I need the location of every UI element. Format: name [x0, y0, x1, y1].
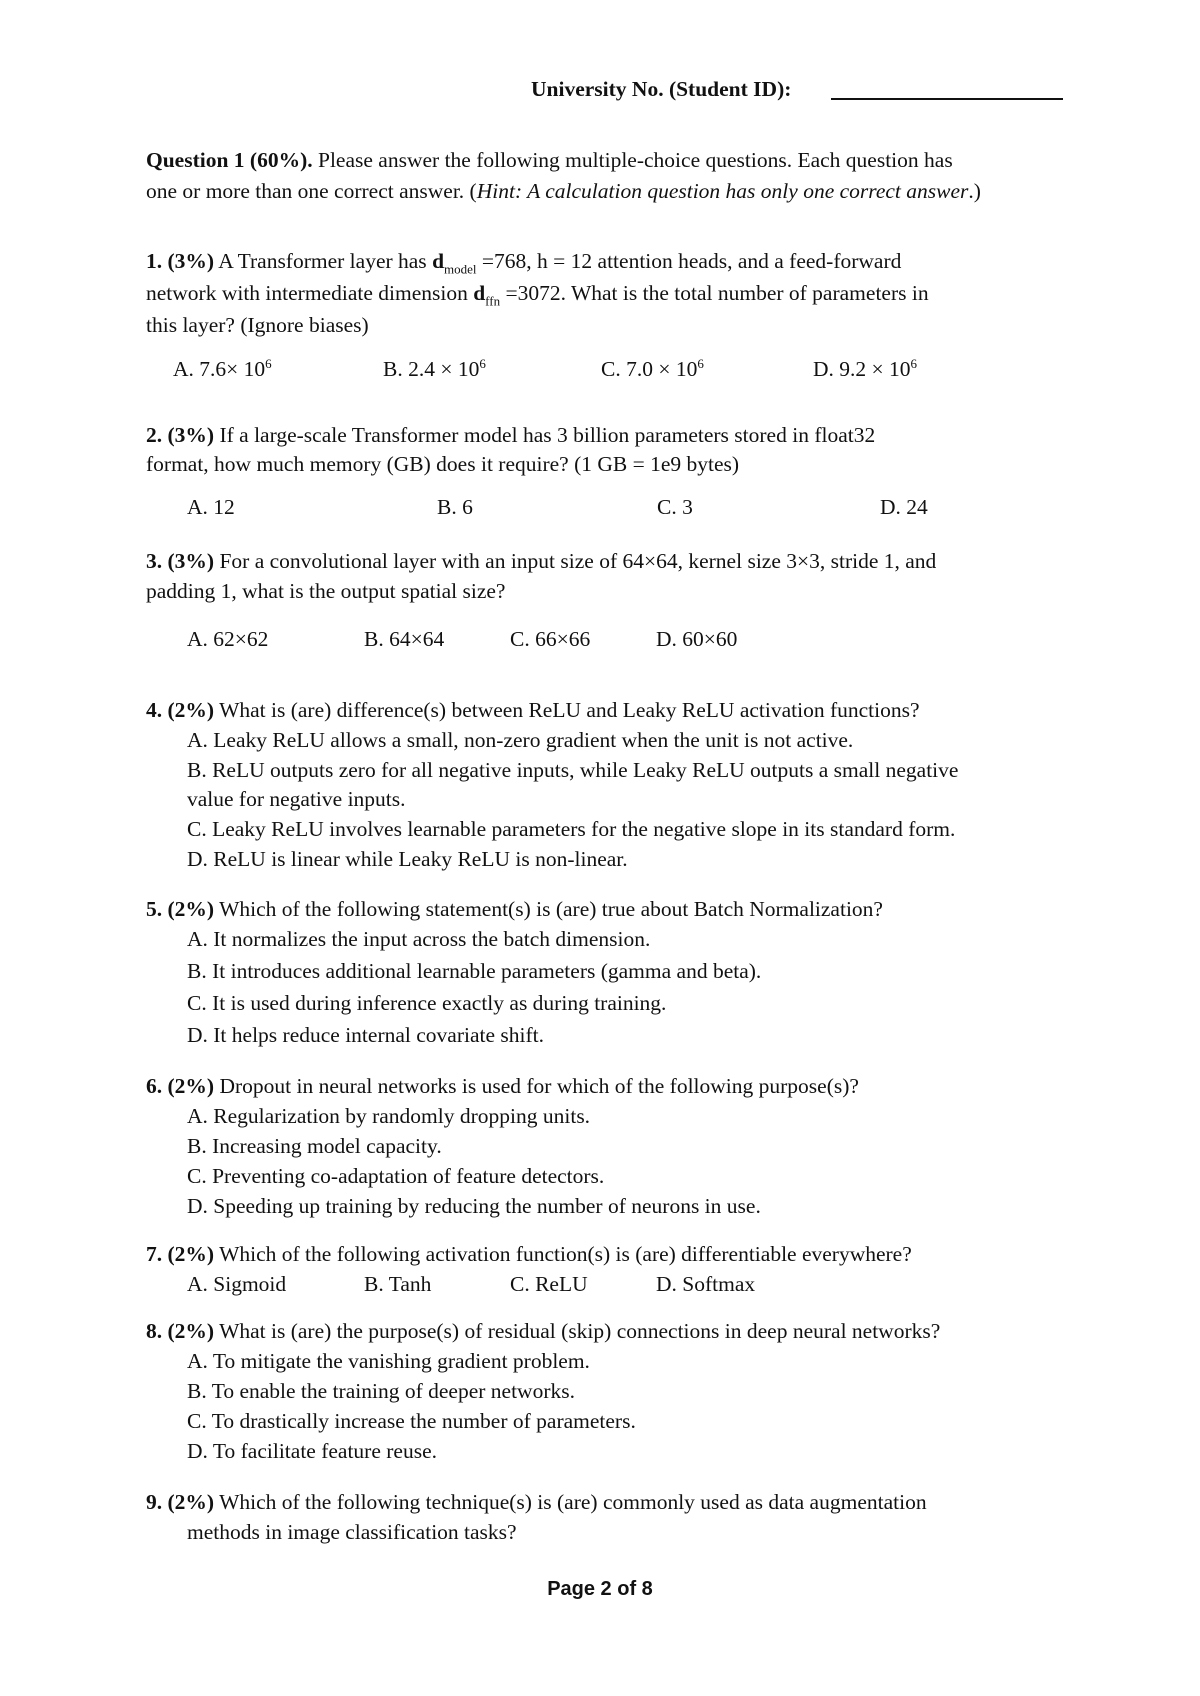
q1-option-c[interactable]: [601, 356, 704, 382]
hint-text: Hint: A calculation question has only one correct answer: [476, 179, 969, 203]
q1-option-b-exponent: 6: [479, 355, 486, 371]
instruction-close: .): [968, 179, 981, 203]
q1-text-b: =768, h = 12 attention heads, and a feed-forward: [481, 249, 902, 273]
q4-option-c[interactable]: C. Leaky ReLU involves learnable parameters for the negative slope in its standard form.: [187, 817, 956, 841]
q1-d-model-subscript: model: [444, 261, 477, 277]
q7-number: 7. (2%): [146, 1242, 215, 1266]
q1-text-c: network with intermediate dimension: [146, 281, 468, 305]
q1-option-c-exponent: 6: [697, 355, 704, 371]
q6-option-a[interactable]: A. Regularization by randomly dropping units.: [187, 1104, 591, 1128]
q4-text-1: What is (are) difference(s) between ReLU and Leaky ReLU activation functions?: [219, 698, 920, 722]
q9-text-1: Which of the following technique(s) is (are) commonly used as data augmentation: [219, 1490, 927, 1514]
q5-number: 5. (2%): [146, 897, 215, 921]
q4-option-b-cont: value for negative inputs.: [187, 787, 406, 811]
q1-option-d-exponent: 6: [910, 355, 918, 371]
q1-text-d: =3072. What is the total number of parameters in: [505, 281, 929, 305]
q3-line-2: padding 1, what is the output spatial size?: [146, 579, 506, 603]
q3-option-a[interactable]: A. 62×62: [187, 627, 269, 651]
q2-text-1: If a large-scale Transformer model has 3 billion parameters stored in float32: [219, 423, 876, 447]
q2-option-a[interactable]: A. 12: [187, 495, 235, 519]
q8-option-a[interactable]: A. To mitigate the vanishing gradient problem.: [187, 1349, 590, 1373]
q3-option-c[interactable]: C. 66×66: [510, 627, 591, 651]
q1-d-ffn-subscript: ffn: [485, 293, 501, 309]
q7-line-1: [146, 1241, 912, 1267]
student-id-label: University No. (Student ID):: [531, 77, 792, 101]
q3-option-d[interactable]: D. 60×60: [656, 627, 738, 651]
q1-option-a-exponent: 6: [265, 355, 272, 371]
q8-text-1: What is (are) the purpose(s) of residual (skip) connections in deep neural networks?: [219, 1319, 941, 1343]
q1-number: 1. (3%): [146, 249, 215, 273]
q8-option-c[interactable]: C. To drastically increase the number of parameters.: [187, 1409, 636, 1433]
q1-option-a[interactable]: [173, 356, 272, 382]
q5-option-c[interactable]: C. It is used during inference exactly as during training.: [187, 991, 667, 1015]
q1-d-model-symbol: d: [432, 249, 445, 273]
q3-option-b[interactable]: B. 64×64: [364, 627, 445, 651]
q5-line-1: [146, 896, 883, 922]
q6-line-1: [146, 1073, 859, 1099]
q7-text-1: Which of the following activation function(s) is (are) differentiable everywhere?: [219, 1242, 912, 1266]
q8-option-d[interactable]: D. To facilitate feature reuse.: [187, 1439, 438, 1463]
q6-option-d[interactable]: D. Speeding up training by reducing the number of neurons in use.: [187, 1194, 761, 1218]
q5-text-1: Which of the following statement(s) is (are) true about Batch Normalization?: [219, 897, 883, 921]
q5-option-a[interactable]: A. It normalizes the input across the batch dimension.: [187, 927, 651, 951]
instruction-text-2: one or more than one correct answer. (: [146, 179, 477, 203]
page-number: Page 2 of 8: [547, 1578, 653, 1600]
q4-option-d[interactable]: D. ReLU is linear while Leaky ReLU is non-linear.: [187, 847, 628, 871]
q1-option-a-text: A. 7.6× 10: [173, 357, 266, 381]
q2-line-1: [146, 422, 875, 448]
q2-option-b[interactable]: B. 6: [437, 495, 473, 519]
q6-text-1: Dropout in neural networks is used for which of the following purpose(s)?: [219, 1074, 859, 1098]
q1-option-b-text: B. 2.4 × 10: [383, 357, 480, 381]
q3-text-1: For a convolutional layer with an input size of 64×64, kernel size 3×3, stride 1, and: [219, 549, 937, 573]
student-id-blank: [831, 98, 1063, 100]
q8-line-1: [146, 1318, 940, 1344]
q4-option-b[interactable]: B. ReLU outputs zero for all negative inputs, while Leaky ReLU outputs a small negative: [187, 758, 959, 782]
q1-option-b[interactable]: [383, 356, 486, 382]
section-instruction-line-1: [146, 147, 953, 173]
q3-line-1: [146, 548, 936, 574]
q5-option-b[interactable]: B. It introduces additional learnable parameters (gamma and beta).: [187, 959, 762, 983]
q6-number: 6. (2%): [146, 1074, 215, 1098]
q9-line-1: [146, 1489, 927, 1515]
q7-option-a[interactable]: A. Sigmoid: [187, 1272, 287, 1296]
q6-option-b[interactable]: B. Increasing model capacity.: [187, 1134, 442, 1158]
q1-option-c-text: C. 7.0 × 10: [601, 357, 698, 381]
q1-option-d[interactable]: [813, 356, 917, 382]
q7-option-b[interactable]: B. Tanh: [364, 1272, 432, 1296]
q1-line-1: [146, 248, 902, 277]
q1-line-3: this layer? (Ignore biases): [146, 313, 369, 337]
q7-option-d[interactable]: D. Softmax: [656, 1272, 756, 1296]
section-title: Question 1 (60%).: [146, 148, 313, 172]
q4-line-1: [146, 697, 920, 723]
instruction-text-1: Please answer the following multiple-choice questions. Each question has: [318, 148, 953, 172]
q1-line-2: [146, 280, 929, 309]
q1-d-ffn-symbol: d: [473, 281, 486, 305]
q3-number: 3. (3%): [146, 549, 215, 573]
section-instruction-line-2: [146, 178, 981, 204]
q9-number: 9. (2%): [146, 1490, 215, 1514]
q5-option-d[interactable]: D. It helps reduce internal covariate shift.: [187, 1023, 544, 1047]
q6-option-c[interactable]: C. Preventing co-adaptation of feature detectors.: [187, 1164, 605, 1188]
q1-option-d-text: D. 9.2 × 10: [813, 357, 911, 381]
q2-number: 2. (3%): [146, 423, 215, 447]
q2-option-d[interactable]: D. 24: [880, 495, 928, 519]
q8-option-b[interactable]: B. To enable the training of deeper networks.: [187, 1379, 575, 1403]
q1-text-a: A Transformer layer has: [218, 249, 427, 273]
q4-option-a[interactable]: A. Leaky ReLU allows a small, non-zero gradient when the unit is not active.: [187, 728, 854, 752]
q2-line-2: format, how much memory (GB) does it require? (1 GB = 1e9 bytes): [146, 452, 740, 476]
q9-line-2: methods in image classification tasks?: [187, 1520, 517, 1544]
q4-number: 4. (2%): [146, 698, 215, 722]
q2-option-c[interactable]: C. 3: [657, 495, 693, 519]
q7-option-c[interactable]: C. ReLU: [510, 1272, 588, 1296]
q8-number: 8. (2%): [146, 1319, 215, 1343]
